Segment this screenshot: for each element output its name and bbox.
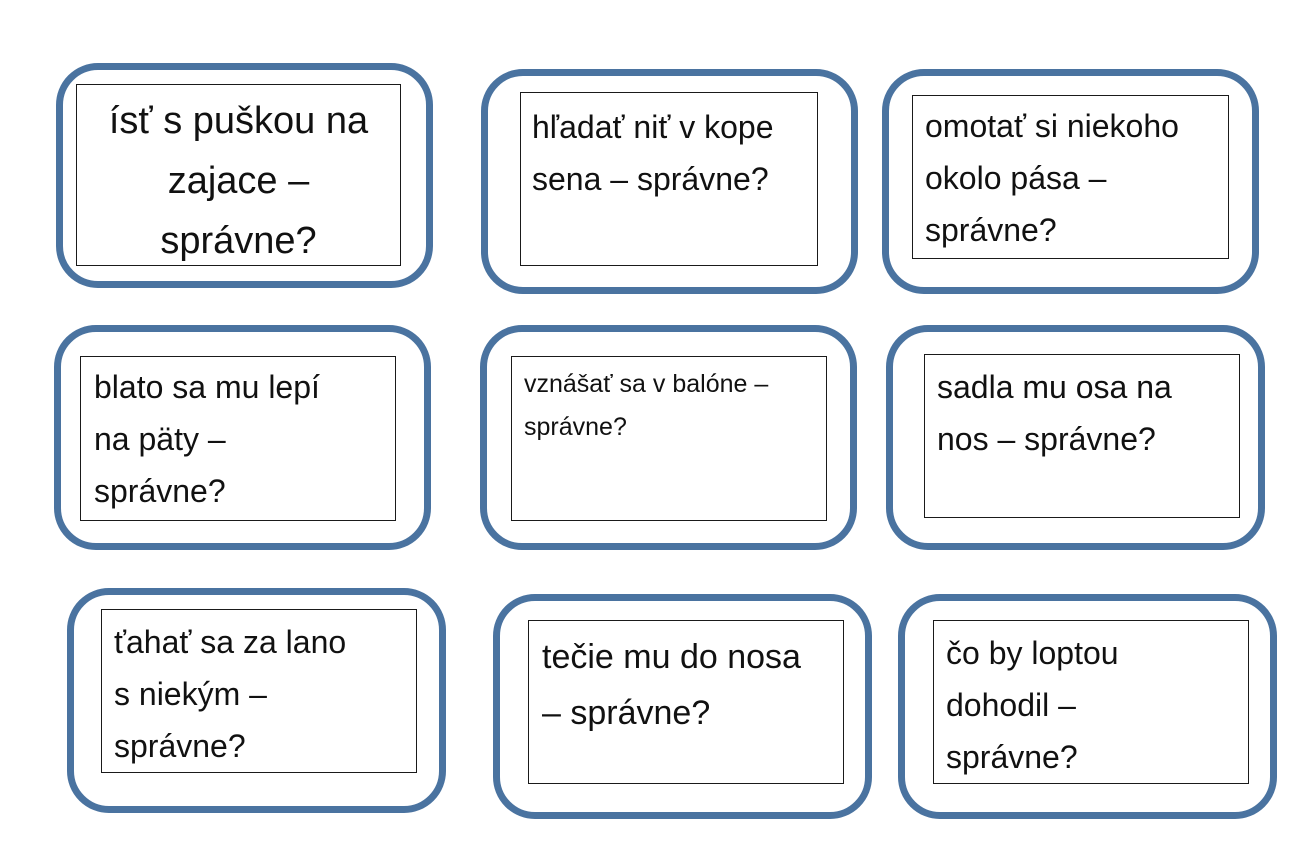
proverb-card-7-text: ťahať sa za lano s niekým – správne?: [101, 609, 417, 773]
proverb-card-1-text: ísť s puškou na zajace – správne?: [76, 84, 401, 266]
proverb-card-3-text: omotať si niekoho okolo pása – správne?: [912, 95, 1229, 259]
proverb-card-6-text: sadla mu osa na nos – správne?: [924, 354, 1240, 518]
proverb-card-8-text: tečie mu do nosa – správne?: [528, 620, 844, 784]
proverb-card-9-text: čo by loptou dohodil – správne?: [933, 620, 1249, 784]
proverb-card-2-text: hľadať niť v kope sena – správne?: [520, 92, 818, 266]
proverb-card-5-text: vznášať sa v balóne – správne?: [511, 356, 827, 521]
proverb-card-4-text: blato sa mu lepí na päty – správne?: [80, 356, 396, 521]
